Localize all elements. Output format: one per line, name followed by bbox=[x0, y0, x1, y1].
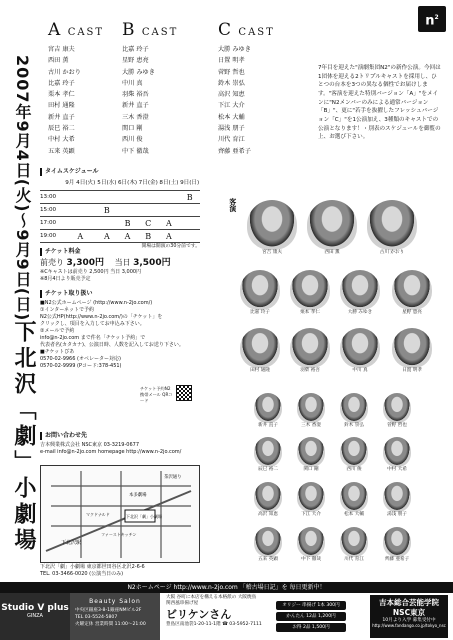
qr-label: チケット予約N2携帯メール QRコード bbox=[140, 386, 173, 403]
schedule-day: 8日(土) bbox=[159, 178, 180, 191]
booking-line: ■N2公式ホームページ (http://www.n-2jo.com/) bbox=[40, 299, 153, 306]
photo-caption: 辰巳 裕二 bbox=[258, 467, 278, 472]
nsc-title: 吉本総合芸能学院 bbox=[379, 598, 439, 607]
cast-a-member: 五来 英顕 bbox=[48, 147, 75, 155]
cast-b-member: 大勝 みゆき bbox=[122, 68, 155, 76]
schedule-slot bbox=[179, 230, 200, 243]
map-label-venue: 下北沢「劇」小劇場 bbox=[126, 514, 162, 519]
portrait-image bbox=[383, 527, 411, 557]
biri-addr: 豊島区南池袋1-20-11-1階 ☎ 03-5952-7111 bbox=[166, 622, 262, 628]
cast-photo bbox=[254, 437, 282, 473]
cast-a-heading: A CAST bbox=[48, 20, 105, 40]
photo-caption: 西田 薫 bbox=[324, 250, 340, 255]
booking-line: 0570-02-9999 (Pコード:378-451) bbox=[40, 362, 122, 369]
portrait-image bbox=[297, 437, 325, 467]
cast-photo bbox=[383, 437, 411, 473]
cast-c-member: 鈴木 崇弘 bbox=[218, 79, 245, 87]
cast-b-column bbox=[122, 20, 214, 159]
biri-name: ビリケンさん bbox=[166, 608, 232, 622]
ticket-note-1: ※Cキャストは前売り 2,500円 当日 3,000円 bbox=[40, 268, 142, 275]
schedule-slot bbox=[97, 191, 118, 204]
qr-code[interactable] bbox=[176, 385, 192, 401]
cast-a-member: 宮吉 康夫 bbox=[48, 46, 75, 53]
nsc-sub: NSC東京 bbox=[392, 607, 426, 617]
portrait-image bbox=[247, 200, 297, 250]
schedule-day: 5日(水) bbox=[97, 178, 118, 191]
map-label-firstkitchen: ファーストキッチン bbox=[101, 532, 137, 537]
schedule-day: 7日(金) bbox=[138, 178, 159, 191]
portrait-image bbox=[254, 527, 282, 557]
booking-line: クリックし、項目を入力してお申込み下さい。 bbox=[40, 320, 145, 327]
cast-c-member: 齊藤 亜希子 bbox=[218, 147, 251, 155]
biri-sub: 関西風串揚げ屋 bbox=[166, 600, 199, 606]
cast-b-member: 中下 徹哉 bbox=[122, 147, 149, 155]
cast-photo bbox=[340, 437, 368, 473]
booking-line: info@n-2jo.com まで件名「チケット予約」で bbox=[40, 334, 146, 341]
inquiry-line-1: 吉本興業株式会社 NSC東京 03-3219-0677 bbox=[40, 441, 140, 448]
cast-photo bbox=[367, 200, 417, 256]
cast-photo bbox=[247, 200, 297, 256]
portrait-image bbox=[383, 482, 411, 512]
schedule-row bbox=[40, 217, 200, 230]
cast-photo bbox=[340, 393, 368, 429]
cast-photo bbox=[254, 393, 282, 429]
cast-a-member: 栗本 孝仁 bbox=[48, 91, 75, 99]
photo-caption: 星野 恵亮 bbox=[402, 310, 422, 315]
photo-caption: 田村 通隆 bbox=[250, 368, 270, 373]
schedule-slot bbox=[159, 191, 180, 204]
cast-photo bbox=[297, 393, 325, 429]
photo-caption: 羽柴 裕吾 bbox=[300, 368, 320, 373]
schedule-slot: B bbox=[117, 217, 138, 230]
ticket-title: チケット料金 bbox=[40, 248, 200, 256]
cast-photo bbox=[392, 328, 432, 374]
cast-c-member: 高沢 知恵 bbox=[218, 91, 245, 99]
portrait-image bbox=[340, 328, 380, 368]
portrait-image bbox=[254, 393, 282, 423]
cast-photo bbox=[383, 482, 411, 518]
map-label-street: 茶沢通り bbox=[164, 475, 182, 480]
cast-c-member: 日置 明孝 bbox=[218, 57, 245, 65]
schedule-slot bbox=[179, 204, 200, 217]
venue-title: 下北沢「劇」小劇場 bbox=[11, 320, 36, 554]
photo-caption: 中川 真 bbox=[352, 368, 368, 373]
portrait-image bbox=[297, 527, 325, 557]
schedule-slot bbox=[138, 191, 159, 204]
map-label-station: 下北沢駅 bbox=[61, 540, 82, 546]
cast-a-member: 比嘉 玲子 bbox=[48, 79, 75, 87]
photo-caption: 宮吉 康夫 bbox=[262, 250, 282, 255]
photo-caption: 中村 大希 bbox=[387, 467, 407, 472]
photo-caption: 五来 英顕 bbox=[258, 557, 278, 562]
schedule-header-row bbox=[40, 178, 200, 191]
portrait-image bbox=[392, 328, 432, 368]
schedule-time: 13:00 bbox=[40, 191, 64, 204]
photo-caption: 新井 直子 bbox=[258, 423, 278, 428]
schedule-table bbox=[40, 178, 200, 244]
cast-b-member: 比嘉 玲子 bbox=[122, 46, 149, 53]
portrait-image bbox=[254, 437, 282, 467]
cast-b-member: 新井 直子 bbox=[122, 102, 149, 110]
cast-a-member: 新井 直子 bbox=[48, 113, 75, 121]
cast-b-member: 星野 恵亮 bbox=[122, 57, 149, 65]
schedule-slot bbox=[179, 217, 200, 230]
salon-line-1: 中央区銀座3-8-1銀座NMビル2F bbox=[75, 608, 142, 613]
photo-caption: 川代 育江 bbox=[344, 557, 364, 562]
cast-photo bbox=[307, 200, 357, 256]
photo-caption: 西川 俊 bbox=[346, 467, 362, 472]
cast-c-heading: C CAST bbox=[218, 20, 275, 40]
inquiry-title: お問い合わせ先 bbox=[40, 432, 200, 440]
inquiry-section bbox=[40, 432, 200, 456]
cast-photo bbox=[240, 328, 280, 374]
biri-pill-1: オリジー 串揚げ 1本 300円 bbox=[276, 601, 346, 610]
booking-line: ■チケットぴあ bbox=[40, 348, 75, 355]
cast-photo bbox=[392, 270, 432, 316]
map-drawing bbox=[41, 466, 199, 562]
cast-c-member: 下江 大介 bbox=[218, 102, 245, 110]
photo-caption: 高沢 知恵 bbox=[258, 512, 278, 517]
salon-ad bbox=[70, 593, 160, 640]
cast-photo bbox=[340, 270, 380, 316]
portrait-image bbox=[340, 527, 368, 557]
photo-caption: 松本 大輔 bbox=[344, 512, 364, 517]
cast-photo bbox=[297, 437, 325, 473]
map-label-honda: 本多劇場 bbox=[129, 493, 147, 498]
cast-c-column bbox=[218, 20, 310, 159]
schedule-slot: A bbox=[159, 230, 180, 243]
salon-line-2: TEL 03-5524-5807 bbox=[75, 614, 118, 620]
cast-photo bbox=[340, 328, 380, 374]
schedule-title: タイムスケジュール bbox=[40, 168, 200, 176]
salon-line-3: 火曜定休 営業時間 11:00〜21:00 bbox=[75, 621, 146, 627]
cast-b-heading: B CAST bbox=[122, 20, 179, 40]
photo-caption: 比嘉 玲子 bbox=[250, 310, 270, 315]
studio-sub: GINZA bbox=[27, 613, 43, 619]
photo-caption: 菅野 哲也 bbox=[387, 423, 407, 428]
cast-b-member: 羽柴 裕吾 bbox=[122, 91, 149, 99]
cast-photo bbox=[297, 482, 325, 518]
schedule-slot: B bbox=[97, 204, 118, 217]
biri-top: 大阪 谷町に本店を構える本格派の 大阪焼鳥 bbox=[166, 595, 257, 600]
cast-photo bbox=[290, 328, 330, 374]
booking-line: 代表者名(カタカナ)、公演日時、人数を記入してお送り下さい。 bbox=[40, 341, 184, 348]
venue-tel: TEL. 03-3466-0020 (公演当日のみ) bbox=[40, 571, 124, 577]
cast-b-member: 西川 俊 bbox=[122, 136, 143, 144]
studio-name: Studio V plus bbox=[1, 603, 69, 613]
schedule-section bbox=[40, 168, 200, 250]
booking-line: N2公式HP(http://www.n-2jo.com/)の「チケット」を bbox=[40, 313, 163, 320]
schedule-slot: A bbox=[117, 230, 138, 243]
cast-a-member: 辰巳 裕二 bbox=[48, 125, 75, 133]
cast-c-member: 湯浅 朋子 bbox=[218, 125, 245, 133]
portrait-image bbox=[340, 482, 368, 512]
portrait-image bbox=[383, 393, 411, 423]
guest-label: 客演 bbox=[228, 198, 237, 212]
cast-a-member: 西田 薫 bbox=[48, 57, 69, 65]
cast-photo bbox=[240, 270, 280, 316]
synopsis-text: 7年目を迎えた"演劇集団N2"の新作公演。今回は1団体を迎える2トリプルキャストを採用し、ひとつの台本を3つの異なる個性でお届けします。"客演を迎えた特別バージョン「A」"をメインに"N2メンバーのみによる通常バージョン「B」"、更に"若手を抜擢したフレッシュバージョン「C」"を1公演加え、3種類のキャストでの公演となります！・別表のスケジュールを御覧の上、お選び下さい。 bbox=[318, 65, 441, 141]
booking-section bbox=[40, 290, 200, 370]
booking-title: チケット取り扱い bbox=[40, 290, 200, 298]
schedule-slot: B bbox=[138, 230, 159, 243]
cast-photo bbox=[383, 527, 411, 563]
photo-caption: 古川 かおり bbox=[379, 250, 405, 255]
homepage-bar[interactable]: N2ホームページ http://www.n-2jo.com 「稽古場日記」を 毎日更新中！ bbox=[0, 582, 453, 593]
cast-a-member: 古川 かおり bbox=[48, 68, 81, 76]
schedule-slot: B bbox=[179, 191, 200, 204]
photo-caption: 下江 大介 bbox=[301, 512, 321, 517]
booking-line: 0570-02-9966 (オペレーター対応) bbox=[40, 355, 121, 362]
schedule-note: 開場は開演の30分前です。 bbox=[141, 244, 200, 249]
schedule-row bbox=[40, 204, 200, 217]
photo-caption: 三木 香澄 bbox=[301, 423, 321, 428]
cast-photo bbox=[290, 270, 330, 316]
cast-c-member: 菅野 哲也 bbox=[218, 68, 245, 76]
portrait-image bbox=[383, 437, 411, 467]
portrait-image bbox=[297, 482, 325, 512]
n2-logo: $n^2$ bbox=[418, 6, 446, 32]
portrait-image bbox=[340, 437, 368, 467]
portrait-image bbox=[340, 393, 368, 423]
cast-a-member: 中村 大希 bbox=[48, 136, 75, 144]
ticket-section bbox=[40, 248, 200, 283]
cast-photo bbox=[383, 393, 411, 429]
ticket-prices: 前売り 3,300円 当日 3,500円 bbox=[40, 257, 171, 268]
venue-map bbox=[40, 465, 200, 563]
cast-a-member: 田村 通隆 bbox=[48, 102, 75, 110]
nsc-url: http://www.fandango.co.jp/tokyo_nsc bbox=[372, 623, 446, 629]
portrait-image bbox=[392, 270, 432, 310]
schedule-slot bbox=[97, 217, 118, 230]
schedule-row bbox=[40, 191, 200, 204]
cast-b-member: 中川 真 bbox=[122, 79, 143, 87]
schedule-slot: C bbox=[138, 217, 159, 230]
photo-caption: 齊藤 亜希子 bbox=[384, 557, 410, 562]
photo-caption: 栗本 孝仁 bbox=[300, 310, 320, 315]
schedule-slot: A bbox=[159, 217, 180, 230]
portrait-image bbox=[297, 393, 325, 423]
schedule-day: 9月 4日(火) bbox=[64, 178, 97, 191]
schedule-corner bbox=[40, 178, 64, 191]
cast-b-member: 関口 剛 bbox=[122, 125, 143, 133]
schedule-time: 15:00 bbox=[40, 204, 64, 217]
portrait-image bbox=[254, 482, 282, 512]
cast-photo bbox=[297, 527, 325, 563]
cast-photo bbox=[340, 527, 368, 563]
cast-c-member: 川代 育江 bbox=[218, 136, 245, 144]
inquiry-line-2: e-mail info@n-2jo.com homepage http://www.n-2jo.com/ bbox=[40, 448, 182, 455]
portrait-image bbox=[290, 328, 330, 368]
booking-line: ①インターネットで予約 bbox=[40, 306, 95, 313]
map-label-mcd: マクドナルド bbox=[86, 512, 110, 517]
schedule-slot: A bbox=[97, 230, 118, 243]
performance-dates: 2007年9月4日(火)〜9月9日(日) bbox=[13, 55, 32, 322]
portrait-image bbox=[240, 328, 280, 368]
cast-photo bbox=[254, 527, 282, 563]
photo-caption: 関口 剛 bbox=[303, 467, 319, 472]
biri-pill-3: お得 2品 1,500円 bbox=[276, 623, 346, 632]
schedule-slot bbox=[159, 204, 180, 217]
schedule-slot: A bbox=[64, 230, 97, 243]
photo-caption: 中下 徹哉 bbox=[301, 557, 321, 562]
schedule-time: 19:00 bbox=[40, 230, 64, 243]
biri-pill-2: かんたん 12品 1,200円 bbox=[276, 612, 346, 621]
ticket-note-2: ※8月4日より販売予定 bbox=[40, 275, 91, 282]
cast-photo bbox=[340, 482, 368, 518]
portrait-image bbox=[290, 270, 330, 310]
photo-caption: 鈴木 崇弘 bbox=[344, 423, 364, 428]
schedule-slot bbox=[117, 204, 138, 217]
schedule-slot bbox=[64, 204, 97, 217]
portrait-image bbox=[307, 200, 357, 250]
venue-address: 下北沢「劇」小劇場 東京都世田谷区北沢2-6-6 bbox=[40, 564, 145, 570]
biriken-ad bbox=[166, 595, 362, 638]
nsc-note: 10月より入学 募集受付中 bbox=[382, 617, 436, 623]
portrait-image bbox=[367, 200, 417, 250]
cast-photo bbox=[254, 482, 282, 518]
cast-c-member: 大勝 みゆき bbox=[218, 46, 251, 53]
schedule-slot bbox=[64, 191, 97, 204]
booking-line: ②メールで予約 bbox=[40, 327, 75, 334]
schedule-day: 6日(木) bbox=[117, 178, 138, 191]
portrait-image bbox=[340, 270, 380, 310]
salon-title: Beauty Salon bbox=[89, 598, 141, 605]
photo-caption: 大勝 みゆき bbox=[347, 310, 373, 315]
schedule-day: 9日(日) bbox=[179, 178, 200, 191]
nsc-ad bbox=[370, 595, 448, 638]
schedule-slot bbox=[64, 217, 97, 230]
schedule-time: 17:00 bbox=[40, 217, 64, 230]
schedule-row bbox=[40, 230, 200, 243]
schedule-slot bbox=[117, 191, 138, 204]
cast-c-member: 松本 大輔 bbox=[218, 113, 245, 121]
studio-ad bbox=[0, 593, 70, 640]
photo-caption: 湯浅 朋子 bbox=[387, 512, 407, 517]
cast-b-member: 三木 香澄 bbox=[122, 113, 149, 121]
schedule-slot bbox=[138, 204, 159, 217]
portrait-image bbox=[240, 270, 280, 310]
photo-caption: 日置 明孝 bbox=[402, 368, 422, 373]
